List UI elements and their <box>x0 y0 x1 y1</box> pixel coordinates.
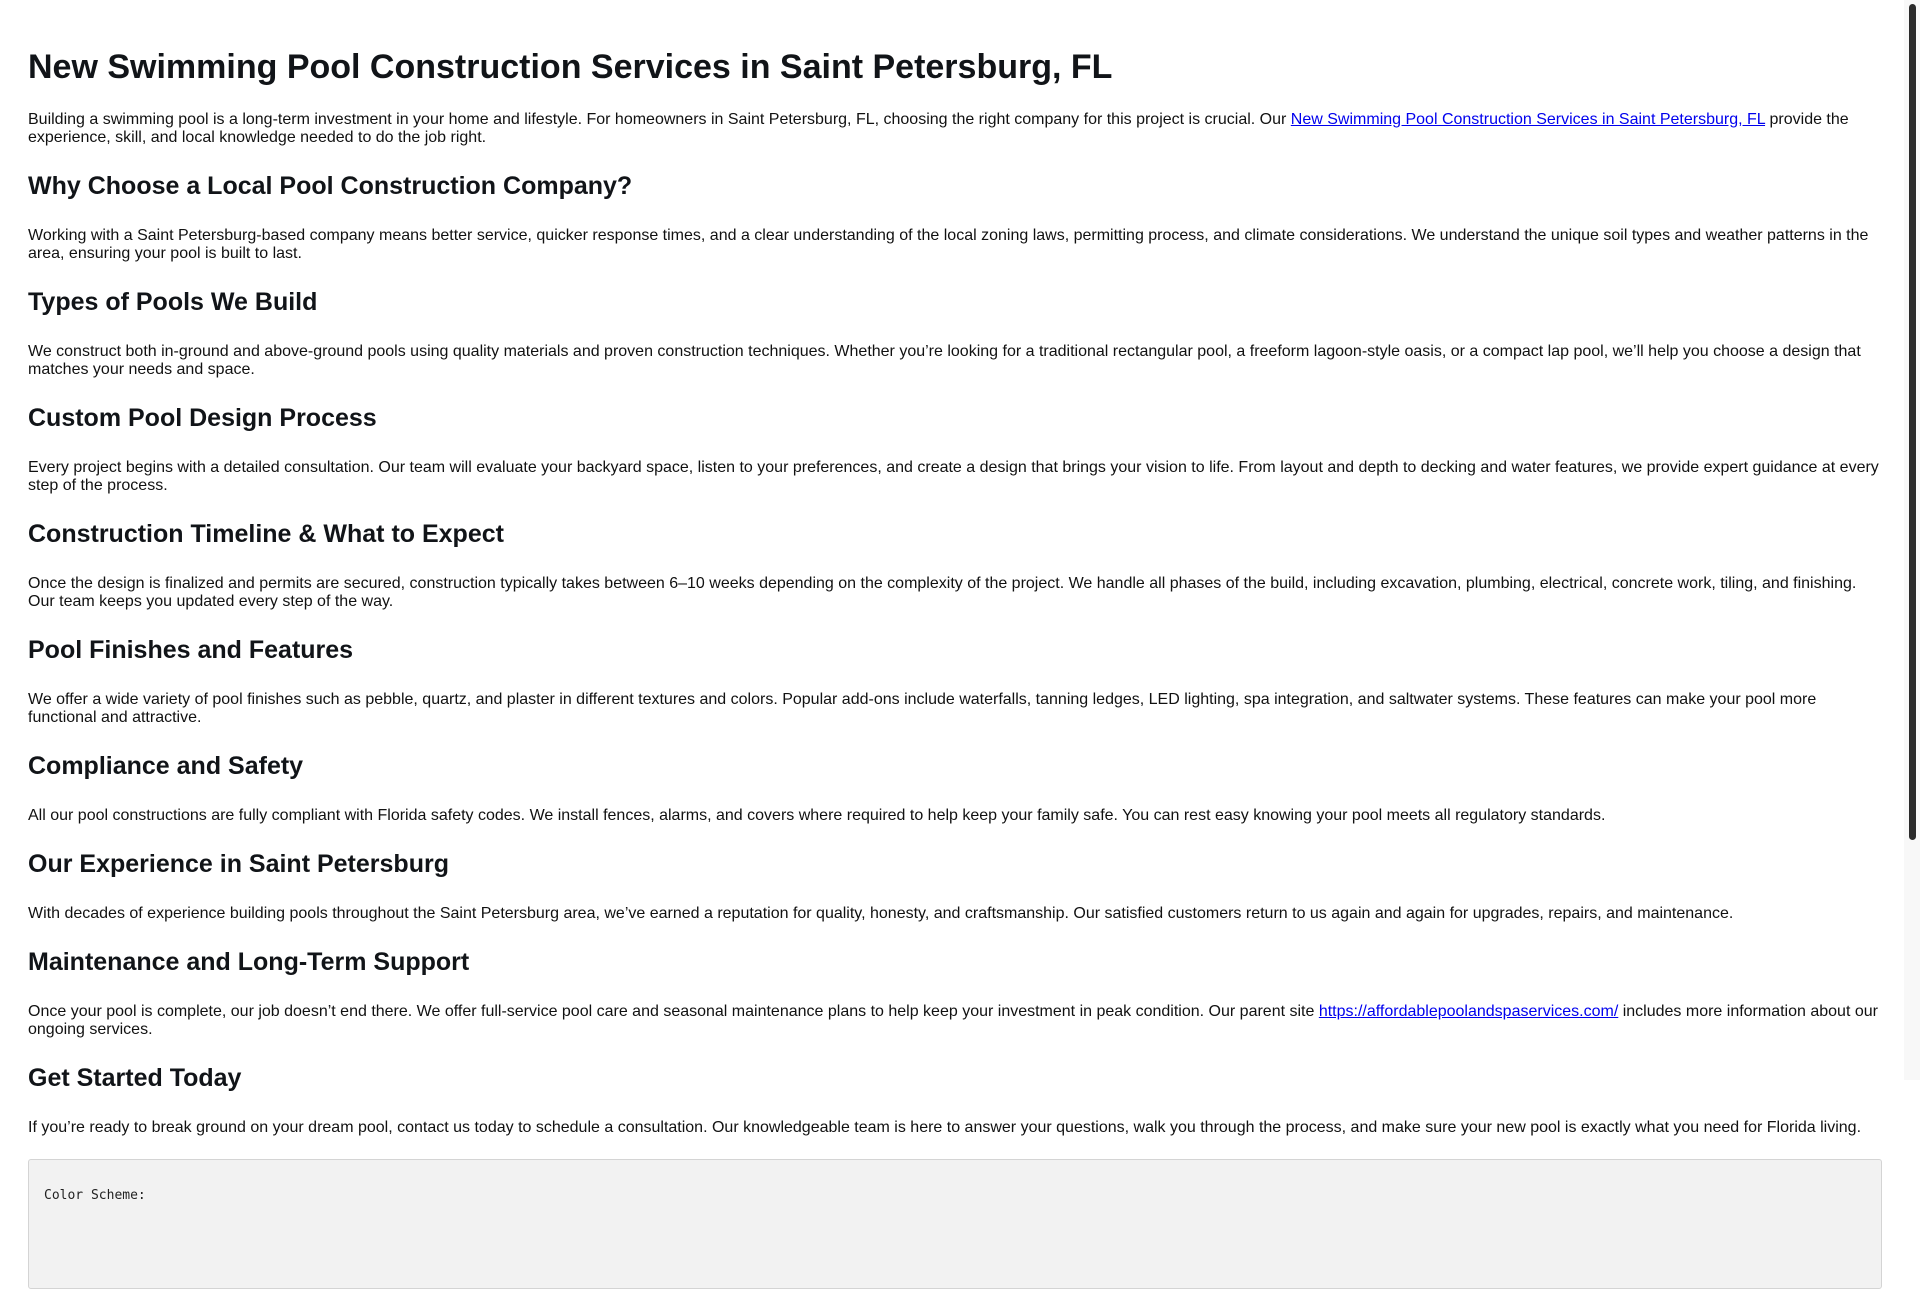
page-title: New Swimming Pool Construction Services in Saint Petersburg, FL <box>28 48 1113 86</box>
section-paragraph: Once the design is finalized and permits are secured, construction typically takes between 6–10 weeks depending on the complexity of the project. We handle all phases of the build, including excavation, plumbing, electrical, concrete work, tiling, and finishing. Our team keeps you updated every step of the way. <box>28 575 1857 610</box>
maintenance-text-before: Once your pool is complete, our job doesn’t end there. We offer full-service pool care and seasonal maintenance plans to help keep your investment in peak condition. Our parent site <box>28 1003 1319 1020</box>
intro-text-after: provide the experience, skill, and local knowledge needed to do the job right. <box>28 111 1849 146</box>
section-paragraph: Working with a Saint Petersburg-based company means better service, quicker response times, and a clear understanding of the local zoning laws, permitting process, and climate considerations. We understand the unique soil types and weather patterns in the area, ensuring your pool is built to last. <box>28 227 1869 262</box>
section-heading: Maintenance and Long-Term Support <box>28 948 470 976</box>
article <box>28 0 1882 1203</box>
section-heading: Compliance and Safety <box>28 752 304 780</box>
section-compliance <box>28 751 1882 825</box>
intro-text-before: Building a swimming pool is a long-term investment in your home and lifestyle. For homeowners in Saint Petersburg, FL, choosing the right company for this project is crucial. Our <box>28 111 1291 128</box>
code-block <box>28 1159 1882 1289</box>
intro-paragraph <box>28 111 1882 147</box>
section-heading: Our Experience in Saint Petersburg <box>28 850 449 878</box>
section-heading: Pool Finishes and Features <box>28 636 354 664</box>
section-paragraph <box>28 1003 1882 1039</box>
scrollbar-thumb[interactable] <box>1909 4 1916 840</box>
section-local-company <box>28 171 1882 263</box>
section-paragraph: All our pool constructions are fully compliant with Florida safety codes. We install fences, alarms, and covers where required to help keep your family safe. You can rest easy knowing your pool meets all regulatory standards. <box>28 807 1606 824</box>
services-link[interactable]: New Swimming Pool Construction Services in Saint Petersburg, FL <box>1290 111 1766 128</box>
section-heading: Types of Pools We Build <box>28 288 318 316</box>
section-timeline <box>28 519 1882 611</box>
section-heading: Construction Timeline & What to Expect <box>28 520 504 548</box>
parent-site-link[interactable]: https://affordablepoolandspaservices.com/ <box>1318 1003 1619 1020</box>
section-heading: Custom Pool Design Process <box>28 404 377 432</box>
section-finishes <box>28 635 1882 727</box>
section-paragraph: Every project begins with a detailed consultation. Our team will evaluate your backyard space, listen to your preferences, and create a design that brings your vision to life. From layout and depth to decking and water features, we provide expert guidance at every step of the process. <box>28 459 1879 494</box>
section-get-started <box>28 1063 1882 1137</box>
section-paragraph: If you’re ready to break ground on your dream pool, contact us today to schedule a consultation. Our knowledgeable team is here to answer your questions, walk you through the process, and make sure your new pool is exactly what you need for Florida living. <box>28 1119 1862 1136</box>
section-pool-types <box>28 287 1882 379</box>
section-paragraph: We construct both in-ground and above-ground pools using quality materials and proven construction techniques. Whether you’re looking for a traditional rectangular pool, a freeform lagoon-style oasis, or a compact lap pool, we’ll help you choose a design that matches your needs and space. <box>28 343 1861 378</box>
section-experience <box>28 849 1882 923</box>
section-design-process <box>28 403 1882 495</box>
section-maintenance <box>28 947 1882 1039</box>
maintenance-text-after: includes more information about our ongoing services. <box>28 1003 1878 1038</box>
section-paragraph: We offer a wide variety of pool finishes such as pebble, quartz, and plaster in different textures and colors. Popular add-ons include waterfalls, tanning ledges, LED lighting, spa integration, and saltwater systems. These features can make your pool more functional and attractive. <box>28 691 1817 726</box>
code-line: Color Scheme: <box>44 1188 146 1203</box>
section-paragraph: With decades of experience building pools throughout the Saint Petersburg area, we’ve earned a reputation for quality, honesty, and craftsmanship. Our satisfied customers return to us again and again for upgrades, repairs, and maintenance. <box>28 905 1734 922</box>
section-heading: Get Started Today <box>28 1064 242 1092</box>
vertical-scrollbar[interactable] <box>1904 0 1920 1080</box>
section-heading: Why Choose a Local Pool Construction Company? <box>28 172 633 200</box>
